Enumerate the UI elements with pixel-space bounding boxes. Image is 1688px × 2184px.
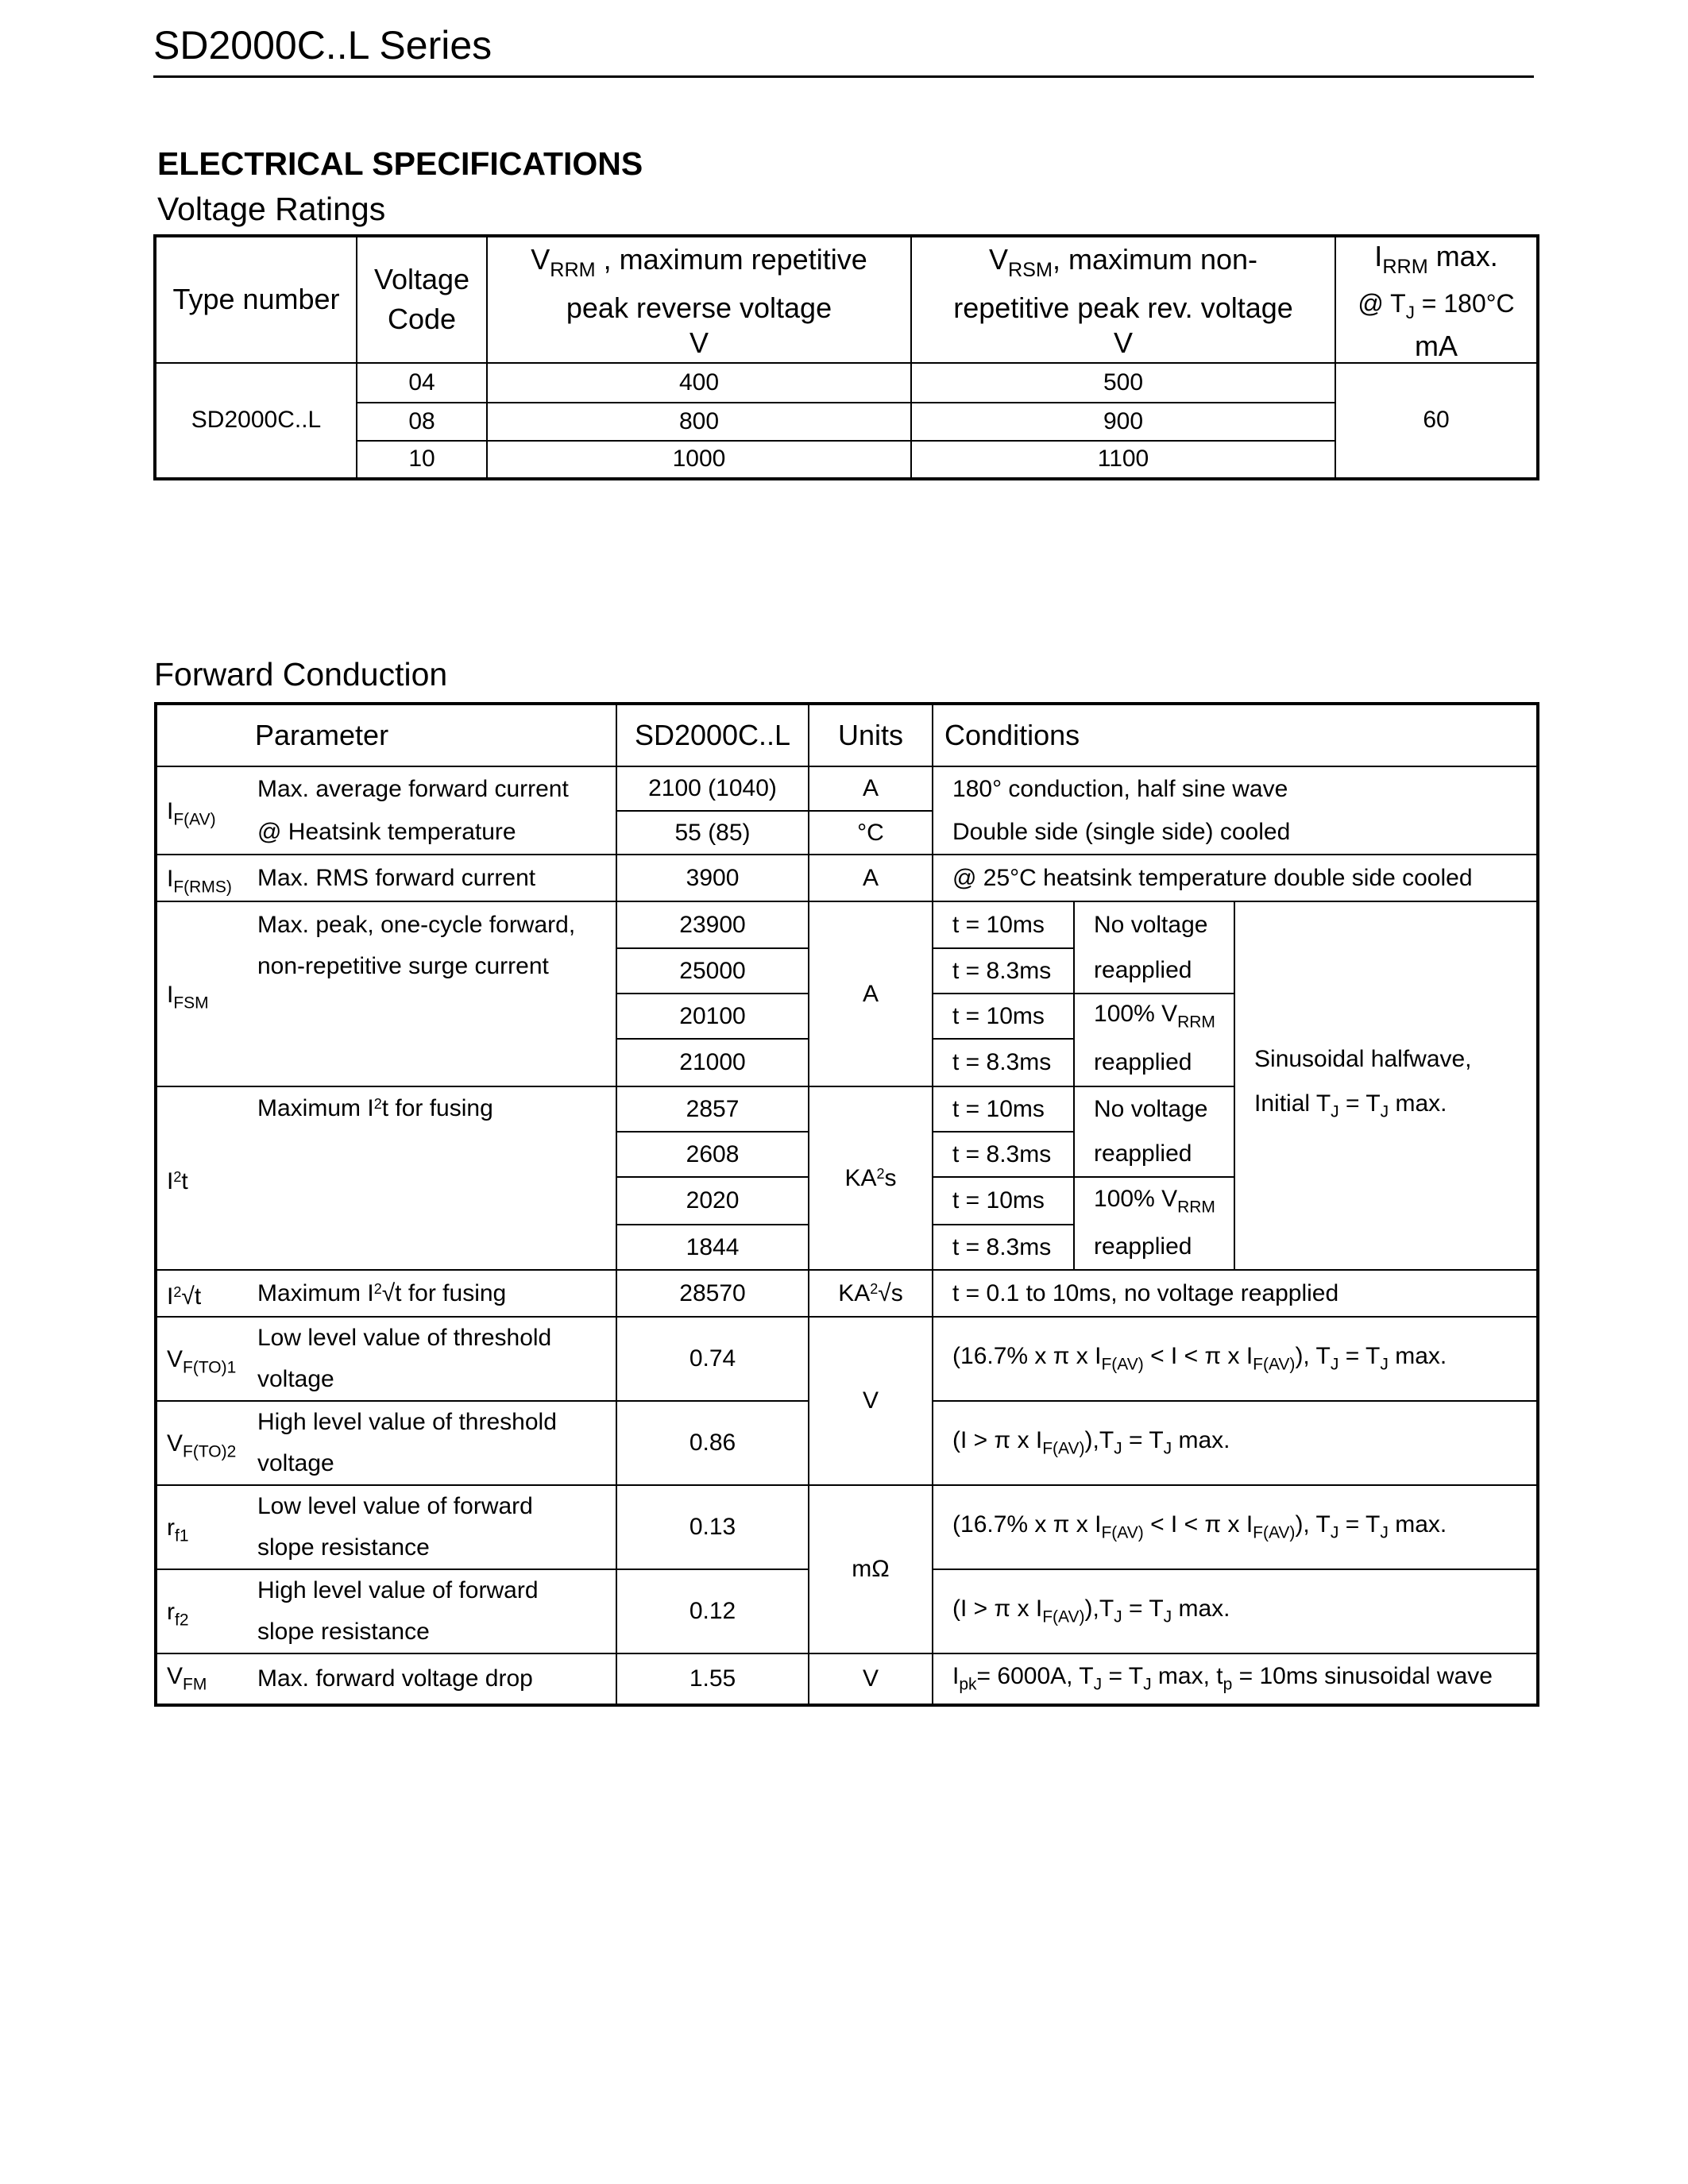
vrrm-cell: 400 [487, 363, 911, 403]
header-conditions: Conditions [933, 704, 1538, 766]
cond-time: t = 8.3ms [933, 1225, 1074, 1270]
value-ifsm: 21000 [616, 1039, 809, 1086]
vrrm-cell: 800 [487, 403, 911, 441]
symbol-i2rt: $I^2√t$ [156, 1270, 249, 1317]
header-parameter: Parameter [156, 704, 616, 766]
table-row [156, 811, 1538, 855]
type-number-cell: SD2000C..L [155, 363, 357, 479]
voltage-row [155, 441, 1538, 479]
symbol-vfto1: $V_{F(TO)1}$ [156, 1317, 249, 1401]
value-vfm: 1.55 [616, 1653, 809, 1705]
param-ifrms: Max. RMS forward current [249, 855, 616, 901]
value-i2t: 2857 [616, 1086, 809, 1132]
unit-vfto: V [809, 1317, 933, 1485]
voltage-row [155, 363, 1538, 403]
table-row [156, 1653, 1538, 1705]
cond-rf1: (16.7% x π x $I_{F(AV)} < I < \pi$ x $I_{F(AV)}$), $T_J = T_J$ max. [933, 1485, 1538, 1569]
symbol-ifav: $I_{F(AV)}$ [156, 766, 249, 855]
cond-vfto1: (16.7% x π x $I_{F(AV)} < I < \pi$ x $I_{F(AV)}$), $T_J = T_J$ max. [933, 1317, 1538, 1401]
value-vfto1: 0.74 [616, 1317, 809, 1401]
cond-time: t = 10ms [933, 1086, 1074, 1132]
cond-reapplied: reapplied [1074, 1225, 1234, 1270]
symbol-ifrms: $I_{F(RMS)}$ [156, 855, 249, 901]
cond-time: t = 10ms [933, 901, 1074, 948]
value-i2t: 1844 [616, 1225, 809, 1270]
cond-time: t = 10ms [933, 994, 1074, 1039]
document-header: SD2000C..L Series [153, 23, 492, 68]
cond-time: t = 10ms [933, 1177, 1074, 1225]
value-heatsink-temp: 55 (85) [616, 811, 809, 855]
table-row [156, 1317, 1538, 1401]
cond-ifav: 180° conduction, half sine wave [933, 766, 1538, 811]
symbol-vfm: $V_{FM}$ [156, 1653, 249, 1705]
cond-ifrms: @ 25°C heatsink temperature double side cooled [933, 855, 1538, 901]
param-rf1: Low level value of forward slope resistance [249, 1485, 616, 1569]
table-row [156, 855, 1538, 901]
voltage-ratings-header-row [155, 236, 1538, 363]
param-i2t: Maximum $I^2t$ for fusing [249, 1086, 616, 1270]
unit-i2rt: $KA^2√s$ [809, 1270, 933, 1317]
vrsm-cell: 500 [911, 363, 1335, 403]
header-vrsm: $V_{RSM}$, maximum non- repetitive peak rev. voltage V [911, 236, 1335, 363]
value-i2t: 2608 [616, 1132, 809, 1177]
voltage-code-cell: 08 [357, 403, 487, 441]
cond-time: t = 8.3ms [933, 948, 1074, 994]
unit-heatsink-temp: °C [809, 811, 933, 855]
cond-heatsink-temp: Double side (single side) cooled [933, 811, 1538, 855]
value-ifrms: 3900 [616, 855, 809, 901]
forward-conduction-title: Forward Conduction [154, 656, 448, 693]
unit-ifav: A [809, 766, 933, 811]
cond-sinusoidal: Sinusoidal halfwave, Initial $T_J = T_J$ max. [1234, 901, 1538, 1270]
header-rule [153, 75, 1534, 78]
table-row [156, 1270, 1538, 1317]
param-ifsm: Max. peak, one-cycle forward, non-repetitive surge current [249, 901, 616, 1086]
unit-ifsm: A [809, 901, 933, 1086]
header-device: SD2000C..L [616, 704, 809, 766]
value-ifsm: 23900 [616, 901, 809, 948]
symbol-vfto2: $V_{F(TO)2}$ [156, 1401, 249, 1485]
voltage-code-cell: 04 [357, 363, 487, 403]
vrsm-cell: 900 [911, 403, 1335, 441]
cond-vfto2: (I > π x $I_{F(AV)}),T_J = T_J$ max. [933, 1401, 1538, 1485]
value-i2t: 2020 [616, 1177, 809, 1225]
value-i2rt: 28570 [616, 1270, 809, 1317]
unit-i2t: $KA^2s$ [809, 1086, 933, 1270]
param-heatsink-temp: @ Heatsink temperature [249, 811, 616, 855]
cond-no-voltage: No voltage [1074, 1086, 1234, 1132]
cond-time: t = 8.3ms [933, 1132, 1074, 1177]
value-ifsm: 25000 [616, 948, 809, 994]
param-i2rt: Maximum $I^2√t$ for fusing [249, 1270, 616, 1317]
param-rf2: High level value of forward slope resistance [249, 1569, 616, 1653]
cond-reapplied: reapplied [1074, 1132, 1234, 1177]
forward-conduction-table [154, 702, 1539, 1707]
header-voltage-code: Voltage Code [357, 236, 487, 363]
unit-rf: mΩ [809, 1485, 933, 1653]
voltage-code-cell: 10 [357, 441, 487, 479]
symbol-rf2: $r_{f2}$ [156, 1569, 249, 1653]
cond-time: t = 8.3ms [933, 1039, 1074, 1086]
header-irrm: $I_{RRM}$ max. @ $T_J = 180^\circ C$ mA [1335, 236, 1538, 363]
voltage-row [155, 403, 1538, 441]
table-row [156, 1485, 1538, 1569]
forward-header-row [156, 704, 1538, 766]
cond-no-voltage: No voltage [1074, 901, 1234, 948]
vrsm-cell: 1100 [911, 441, 1335, 479]
param-vfto2: High level value of threshold voltage [249, 1401, 616, 1485]
symbol-ifsm: $I_{FSM}$ [156, 901, 249, 1086]
value-rf2: 0.12 [616, 1569, 809, 1653]
section-title: ELECTRICAL SPECIFICATIONS [157, 145, 643, 182]
cond-pct-vrrm: 100% $V_{RRM}$ [1074, 994, 1234, 1039]
param-ifav: Max. average forward current [249, 766, 616, 811]
vrrm-cell: 1000 [487, 441, 911, 479]
cond-pct-vrrm: 100% $V_{RRM}$ [1074, 1177, 1234, 1225]
header-type-number: Type number [155, 236, 357, 363]
cond-reapplied: reapplied [1074, 1039, 1234, 1086]
cond-reapplied: reapplied [1074, 948, 1234, 994]
cond-i2rt: t = 0.1 to 10ms, no voltage reapplied [933, 1270, 1538, 1317]
unit-vfm: V [809, 1653, 933, 1705]
voltage-ratings-title: Voltage Ratings [157, 191, 386, 227]
irrm-cell: 60 [1335, 363, 1538, 479]
symbol-rf1: $r_{f1}$ [156, 1485, 249, 1569]
value-rf1: 0.13 [616, 1485, 809, 1569]
value-vfto2: 0.86 [616, 1401, 809, 1485]
cond-rf2: (I > π x $I_{F(AV)}),T_J = T_J$ max. [933, 1569, 1538, 1653]
cond-vfm: $I_{pk}= 6000A$, $T_J = T_J$ max, $t_p = 10ms$ sinusoidal wave [933, 1653, 1538, 1705]
header-vrrm: $V_{RRM}$ , maximum repetitive peak reverse voltage V [487, 236, 911, 363]
voltage-ratings-table [153, 234, 1539, 480]
header-units: Units [809, 704, 933, 766]
param-vfto1: Low level value of threshold voltage [249, 1317, 616, 1401]
symbol-i2t: $I^2t$ [156, 1086, 249, 1270]
table-row [156, 901, 1538, 948]
param-vfm: Max. forward voltage drop [249, 1653, 616, 1705]
value-ifav: 2100 (1040) [616, 766, 809, 811]
unit-ifrms: A [809, 855, 933, 901]
value-ifsm: 20100 [616, 994, 809, 1039]
table-row [156, 766, 1538, 811]
